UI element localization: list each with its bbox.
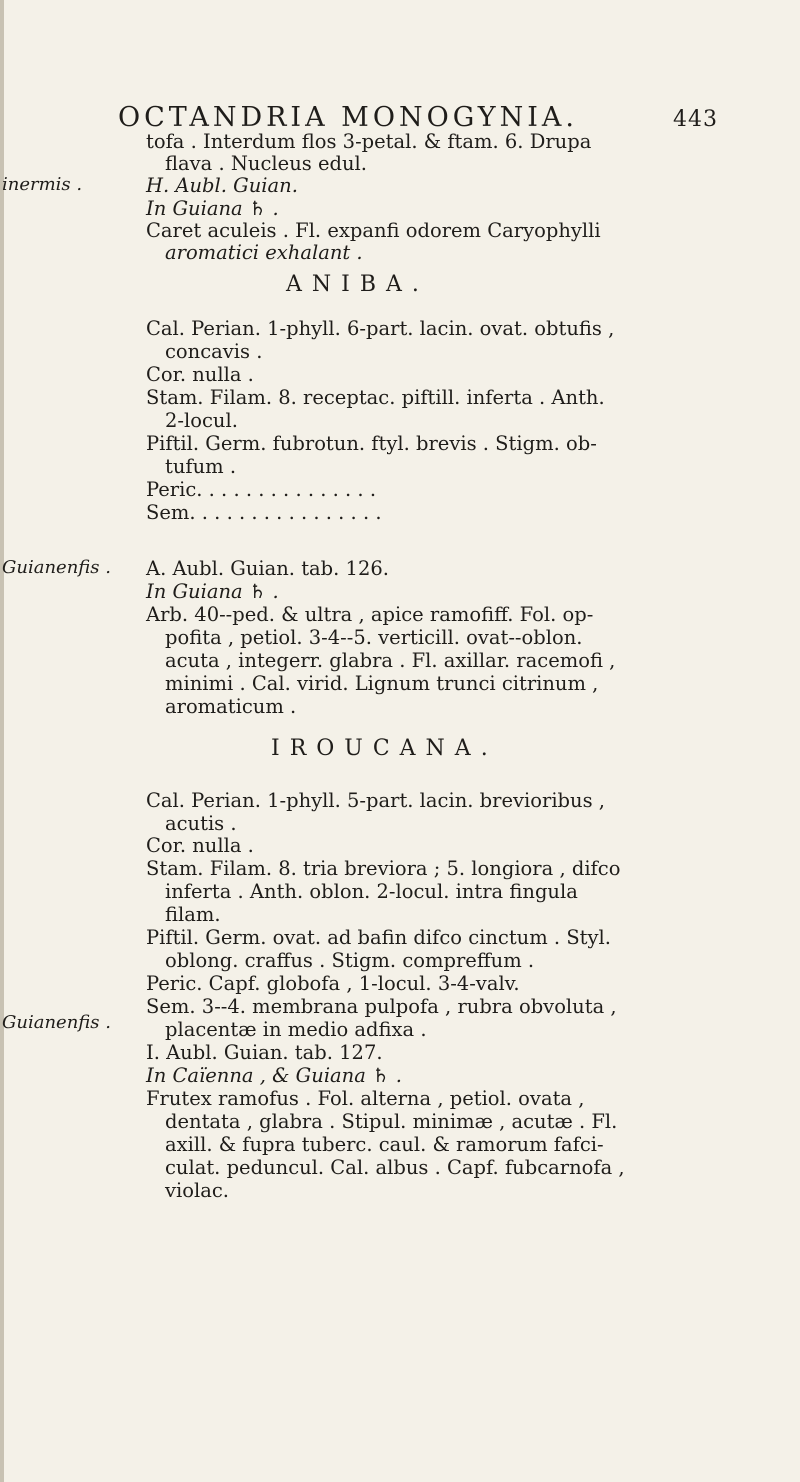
margin-label-guianensis-1: Guianenfis . (2, 557, 111, 578)
text-line: oblong. craffus . Stigm. compreffum . (165, 949, 535, 972)
text-line: aromaticum . (165, 695, 297, 718)
text-line: Sem. 3--4. membrana pulpofa , rubra obvoluta , (146, 995, 617, 1018)
text-line: In Guiana ♄ . (146, 197, 279, 220)
text-line: axill. & fupra tuberc. caul. & ramorum fafci- (165, 1133, 604, 1156)
text-line: Stam. Filam. 8. receptac. piftill. inferta . Anth. (146, 386, 605, 409)
running-header (118, 102, 718, 133)
text-line: filam. (165, 903, 221, 926)
text-line: Piftil. Germ. fubrotun. ftyl. brevis . Stigm. ob- (146, 432, 597, 455)
text-line: Cal. Perian. 1-phyll. 5-part. lacin. brevioribus , (146, 789, 606, 812)
text-line: concavis . (165, 340, 263, 363)
text-line: Frutex ramofus . Fol. alterna , petiol. ovata , (146, 1087, 585, 1110)
text-line: Sem. . . . . . . . . . . . . . . . (146, 501, 382, 524)
text-line: Piftil. Germ. ovat. ad bafin difco cinctum . Styl. (146, 926, 611, 949)
text-line: placentæ in medio adfixa . (165, 1018, 427, 1041)
text-line: violac. (165, 1179, 229, 1202)
text-line: Stam. Filam. 8. tria breviora ; 5. longiora , difco (146, 857, 621, 880)
page-edge (0, 0, 4, 1482)
text-line: Cal. Perian. 1-phyll. 6-part. lacin. ovat. obtufis , (146, 317, 615, 340)
text-line: Cor. nulla . (146, 363, 254, 386)
text-line: flava . Nucleus edul. (165, 152, 367, 175)
text-line: aromatici exhalant . (165, 241, 363, 264)
page-number: 443 (673, 107, 718, 132)
text-line: I. Aubl. Guian. tab. 127. (146, 1041, 383, 1064)
text-line: 2-locul. (165, 409, 238, 432)
text-line: Arb. 40--ped. & ultra , apice ramofiff. Fol. op- (146, 603, 594, 626)
genus-heading-aniba: ANIBA. (286, 272, 429, 297)
text-line: tufum . (165, 455, 237, 478)
margin-label-inermis: inermis . (2, 174, 83, 195)
text-line: acutis . (165, 812, 237, 835)
text-line: Caret aculeis . Fl. expanfi odorem Caryophylli (146, 219, 601, 242)
text-line: A. Aubl. Guian. tab. 126. (146, 557, 389, 580)
text-line: In Guiana ♄ . (146, 580, 279, 603)
header-title: OCTANDRIA MONOGYNIA. (118, 102, 579, 133)
genus-heading-iroucana: IROUCANA. (271, 736, 498, 761)
text-line: minimi . Cal. virid. Lignum trunci citrinum , (165, 672, 599, 695)
text-line: acuta , integerr. glabra . Fl. axillar. racemofi , (165, 649, 616, 672)
text-line: H. Aubl. Guian. (146, 174, 298, 197)
text-line: dentata , glabra . Stipul. minimæ , acutæ . Fl. (165, 1110, 618, 1133)
margin-label-guianensis-2: Guianenfis . (2, 1012, 111, 1033)
text-line: culat. peduncul. Cal. albus . Capf. fubcarnofa , (165, 1156, 625, 1179)
text-line: In Caïenna , & Guiana ♄ . (146, 1064, 402, 1087)
text-line: pofita , petiol. 3-4--5. verticill. ovat--oblon. (165, 626, 583, 649)
text-line: Peric. . . . . . . . . . . . . . . (146, 478, 377, 501)
text-line: Peric. Capf. globofa , 1-locul. 3-4-valv. (146, 972, 520, 995)
text-line: inferta . Anth. oblon. 2-locul. intra fingula (165, 880, 578, 903)
text-line: Cor. nulla . (146, 834, 254, 857)
text-line: tofa . Interdum flos 3-petal. & ftam. 6. Drupa (146, 130, 592, 153)
